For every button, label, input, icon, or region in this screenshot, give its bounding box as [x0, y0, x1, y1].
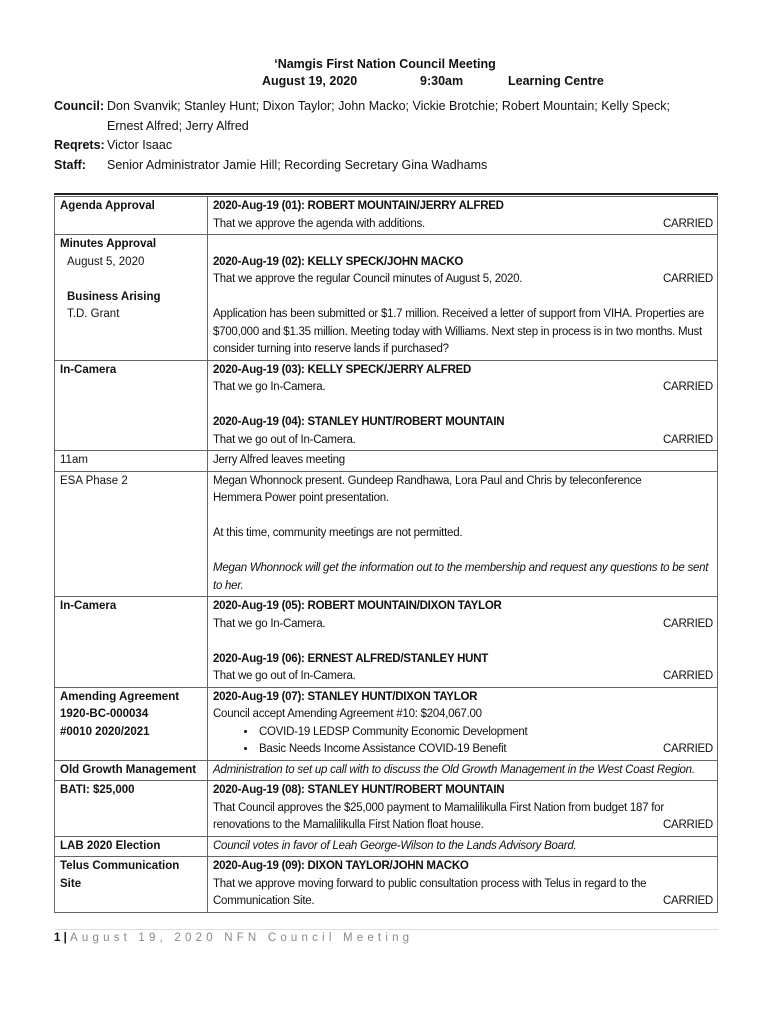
motion-number: 2020-Aug-19 (05): ROBERT MOUNTAIN/DIXON TAYLOR [213, 600, 502, 612]
page-footer [54, 932, 413, 944]
row-label: Old Growth Management [55, 760, 208, 781]
business-arising-label: Business Arising [67, 290, 161, 303]
council-members-line2: Ernest Alfred; Jerry Alfred [107, 118, 249, 133]
motion-number: 2020-Aug-19 (01): ROBERT MOUNTAIN/JERRY ALFRED [213, 200, 504, 212]
regrets-label: Reqrets: [54, 138, 105, 152]
motion-status: CARRIED [662, 217, 713, 230]
business-arising-sublabel: T.D. Grant [67, 308, 120, 320]
motion-text: That we approve the agenda with additions. [213, 217, 425, 230]
motion-number: 2020-Aug-19 (08): STANLEY HUNT/ROBERT MOUNTAIN [213, 784, 505, 796]
row-text: Jerry Alfred leaves meeting [208, 451, 718, 472]
row-text: Megan Whonnock present. Gundeep Randhawa, Lora Paul and Chris by teleconference [213, 474, 642, 487]
motion-text: That we go In-Camera. [213, 381, 326, 393]
motion-status: CARRIED [662, 895, 713, 907]
regrets-names: Victor Isaac [107, 138, 173, 152]
row-label: Amending Agreement [60, 690, 180, 703]
row-text: Megan Whonnock will get the information out to the membership and request any questions to be sent to her. [213, 562, 709, 592]
motion-status: CARRIED [662, 819, 713, 831]
meeting-time: 9:30am [420, 74, 464, 88]
motion-text: That we go out of In-Camera. [213, 433, 356, 446]
bullet-list [213, 724, 713, 759]
row-text: Council votes in favor of Leah George-Wilson to the Lands Advisory Board. [208, 836, 718, 857]
table-row-bati [55, 781, 718, 837]
row-label: 1920-BC-000034 [60, 708, 149, 720]
meeting-date: August 19, 2020 [262, 74, 358, 88]
motion-text: That Council approves the $25,000 payment to Mamalilikulla First Nation from budget 187 for [213, 801, 664, 814]
row-label: Telus Communication Site [55, 857, 208, 913]
table-row-11am [55, 451, 718, 472]
row-text: Hemmera Power point presentation. [213, 492, 389, 504]
footer-text: August 19, 2020 NFN Council Meeting [70, 932, 414, 944]
council-members-line1: Don Svanvik; Stanley Hunt; Dixon Taylor; John Macko; Vickie Brotchie; Robert Mountain; Kelly Speck; [107, 99, 671, 113]
row-label: LAB 2020 Election [55, 836, 208, 857]
staff-label: Staff: [54, 157, 86, 172]
council-label: Council: [54, 99, 104, 113]
staff-names: Senior Administrator Jamie Hill; Recording Secretary Gina Wadhams [107, 157, 488, 172]
table-row-amending-agreement [55, 687, 718, 760]
motion-text: That we go out of In-Camera. [213, 670, 356, 682]
motion-text: That we go In-Camera. [213, 617, 326, 630]
row-label: In-Camera [55, 597, 208, 688]
row-label: ESA Phase 2 [60, 474, 128, 487]
list-item [257, 741, 713, 759]
minutes-table [54, 196, 718, 913]
motion-status: CARRIED [662, 743, 713, 755]
header-divider [54, 193, 718, 195]
motion-text: renovations to the Mamalilikulla First Nation float house. [213, 819, 484, 831]
motion-number: 2020-Aug-19 (07): STANLEY HUNT/DIXON TAYLOR [213, 690, 478, 703]
table-row-telus [55, 857, 718, 913]
motion-text: That we approve the regular Council minutes of August 5, 2020. [213, 273, 523, 285]
motion-status: CARRIED [662, 617, 713, 630]
row-label: 11am [60, 454, 88, 466]
motion-number: 2020-Aug-19 (06): ERNEST ALFRED/STANLEY HUNT [213, 652, 489, 665]
business-arising-text: Application has been submitted or $1.7 million. Received a letter of support from VIHA. Properties are $700,000 and $1.35 million. Meeting today with Williams. Next step in process is in two months. Must consider turning into reserve lands if purchased? [213, 308, 704, 355]
motion-text: Communication Site. [213, 895, 315, 907]
table-row-old-growth [55, 760, 718, 781]
motion-number: 2020-Aug-19 (04): STANLEY HUNT/ROBERT MOUNTAIN [213, 416, 505, 428]
meeting-details [0, 73, 770, 90]
attendance-block [54, 97, 734, 175]
meeting-title: ‘Namgis First Nation Council Meeting [274, 57, 496, 71]
footer-divider [54, 929, 718, 930]
row-text: At this time, community meetings are not permitted. [213, 527, 463, 539]
motion-number: 2020-Aug-19 (09): DIXON TAYLOR/JOHN MACKO [213, 860, 469, 872]
table-row-esa-phase-2 [55, 471, 718, 597]
row-label: Minutes Approval [60, 238, 157, 250]
motion-status: CARRIED [662, 273, 713, 285]
motion-number: 2020-Aug-19 (02): KELLY SPECK/JOHN MACKO [213, 255, 464, 268]
row-label: Agenda Approval [55, 197, 208, 235]
row-label: #0010 2020/2021 [60, 725, 150, 738]
row-text: Administration to set up call with to discuss the Old Growth Management in the West Coast Region. [208, 760, 718, 781]
staff-row [54, 156, 734, 176]
list-item: • COVID-19 LEDSP Community Economic Development [257, 724, 713, 742]
document-header [0, 56, 770, 90]
footer-separator: | [63, 932, 67, 944]
row-sublabel: August 5, 2020 [67, 255, 145, 268]
council-row [54, 97, 734, 136]
motion-text: That we approve moving forward to public consultation process with Telus in regard to the [213, 877, 647, 890]
table-row-in-camera-1 [55, 360, 718, 451]
motion-text: Council accept Amending Agreement #10: $204,067.00 [213, 708, 482, 720]
table-row-minutes [55, 235, 718, 361]
motion-status: CARRIED [662, 670, 713, 682]
regrets-row [54, 136, 734, 156]
table-row-in-camera-2 [55, 597, 718, 688]
motion-status: CARRIED [662, 381, 713, 393]
row-label: BATI: $25,000 [55, 781, 208, 837]
table-row-lab-election [55, 836, 718, 857]
page-number: 1 [54, 932, 61, 944]
row-label: In-Camera [55, 360, 208, 451]
motion-status: CARRIED [662, 433, 713, 446]
motion-number: 2020-Aug-19 (03): KELLY SPECK/JERRY ALFRED [213, 363, 472, 376]
table-row-agenda [55, 197, 718, 235]
meeting-location: Learning Centre [508, 74, 604, 88]
list-item-text: • Basic Needs Income Assistance COVID-19 Benefit [259, 743, 507, 755]
